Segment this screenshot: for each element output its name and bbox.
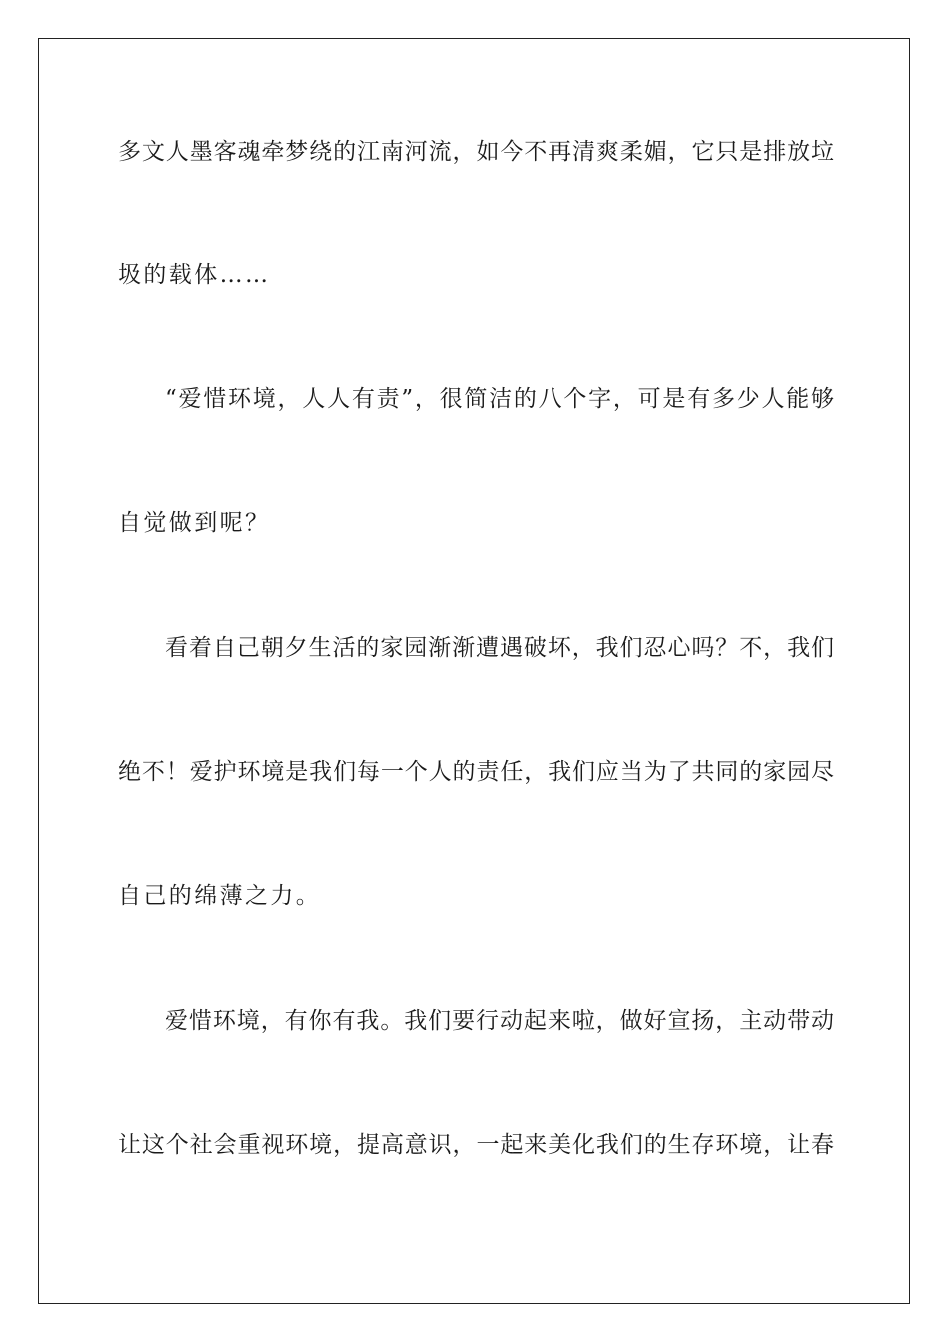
paragraph-2-line-1: “爱惜环境，人人有责”，很简洁的八个字，可是有多少人能够 (165, 386, 834, 412)
paragraph-2-line-2: 自觉做到呢？ (118, 510, 271, 536)
paragraph-3-line-2: 绝不！爱护环境是我们每一个人的责任，我们应当为了共同的家园尽 (118, 759, 834, 785)
paragraph-1-line-1: 多文人墨客魂牵梦绕的江南河流，如今不再清爽柔媚，它只是排放垃 (118, 139, 834, 165)
paragraph-3-line-3: 自己的绵薄之力。 (118, 883, 322, 909)
paragraph-1-line-2: 圾的载体…… (118, 262, 271, 288)
paragraph-3-line-1: 看着自己朝夕生活的家园渐渐遭遇破坏，我们忍心吗？不，我们 (165, 635, 834, 661)
page-border (38, 38, 910, 1304)
paragraph-4-line-1: 爱惜环境，有你有我。我们要行动起来啦，做好宣扬，主动带动 (165, 1008, 834, 1034)
paragraph-4-line-2: 让这个社会重视环境，提高意识，一起来美化我们的生存环境，让春 (118, 1132, 834, 1158)
